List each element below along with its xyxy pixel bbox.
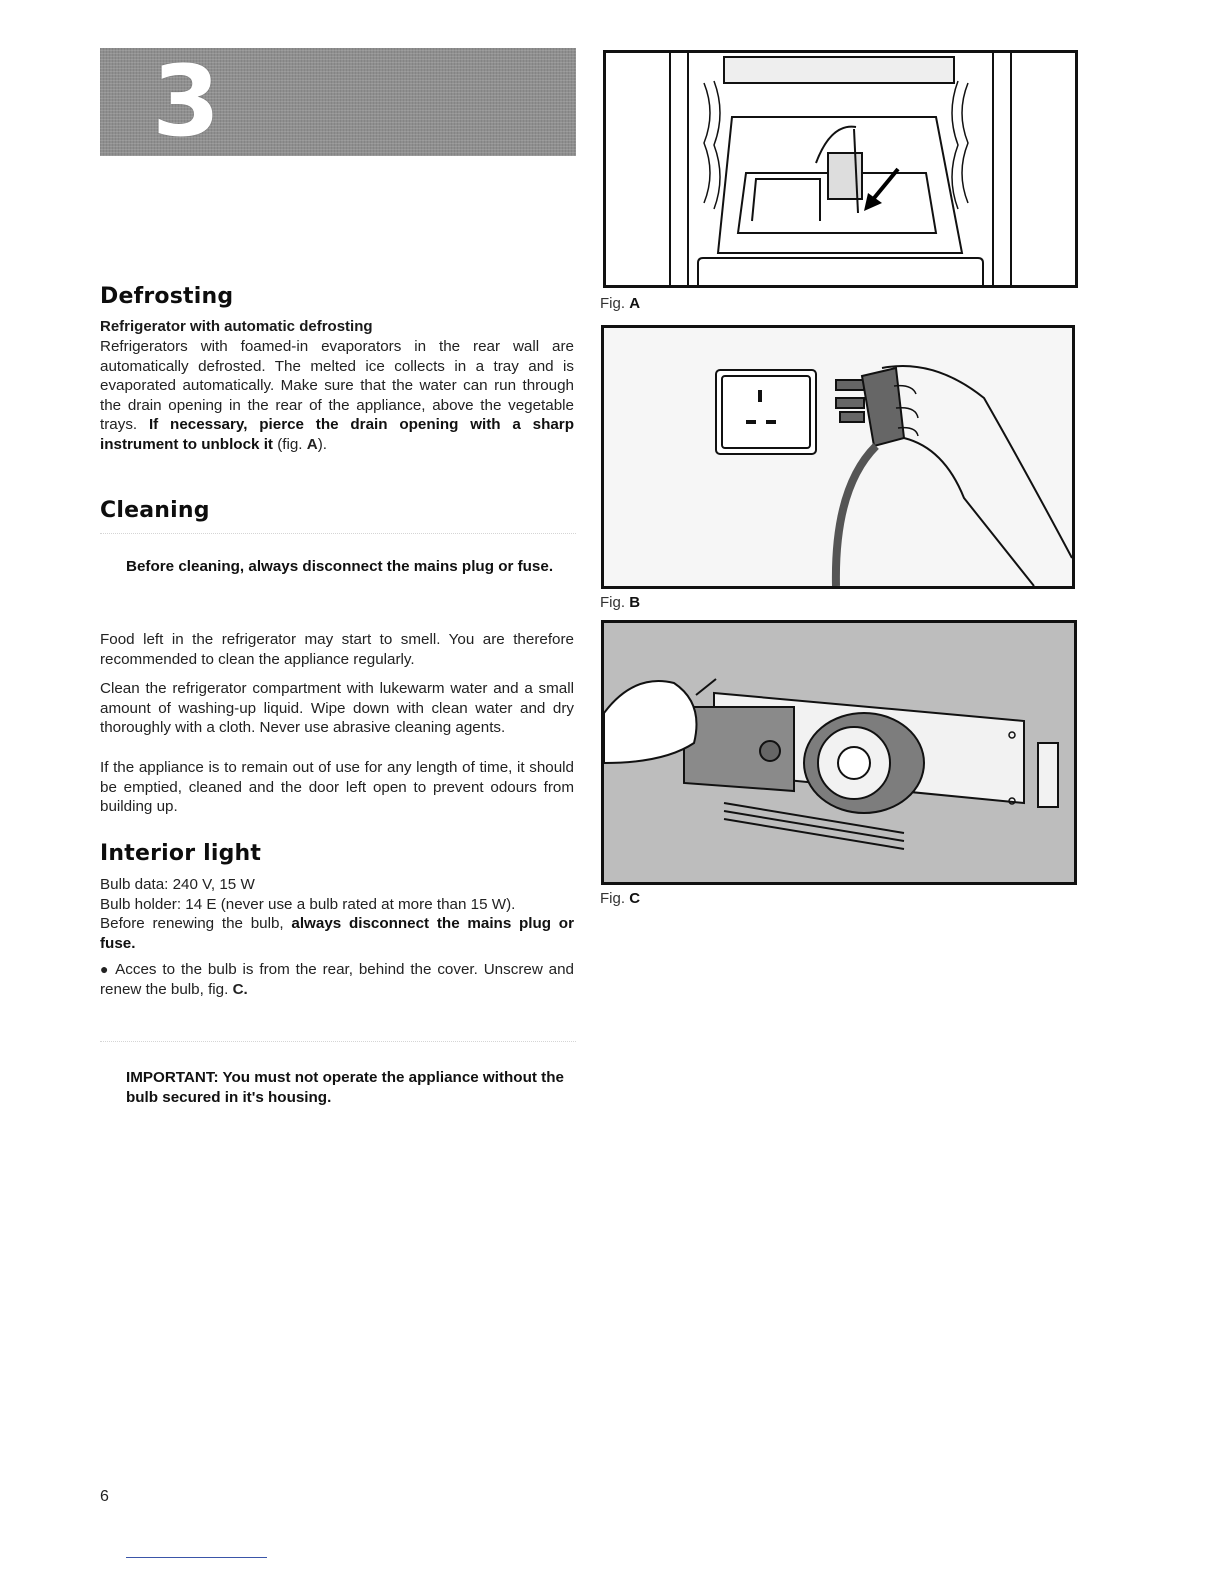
fig-c-prefix: Fig. [600,890,626,907]
defrosting-subheading: Refrigerator with automatic defrosting [100,318,373,335]
cleaning-divider [100,533,576,534]
fig-b-letter: B [629,594,641,611]
fig-b-caption [600,594,640,611]
defrosting-heading: Defrosting [100,284,234,309]
defrosting-ref-post: ). [317,435,327,453]
bulb-holder: Bulb holder: 14 E (never use a bulb rated at more than 15 W). [100,896,516,913]
defrosting-instruction: If necessary, pierce the drain opening with a sharp instrument to unblock it [100,416,574,453]
cleaning-notice: Before cleaning, always disconnect the mains plug or fuse. [126,558,554,575]
cleaning-heading: Cleaning [100,498,210,523]
bulb-data: Bulb data: 240 V, 15 W [100,876,255,893]
figure-b [601,325,1075,589]
access-text: Acces to the bulb is from the rear, behind the cover. Unscrew and renew the bulb, fig. [100,961,575,998]
figure-a-illustration [606,53,1075,285]
important-notice: IMPORTANT: You must not operate the appliance without the bulb secured in it's housing. [126,1069,564,1106]
chapter-number: 3 [152,45,221,159]
defrosting-ref-pre: (fig. [277,435,307,453]
figure-c-illustration [604,623,1074,882]
fig-c-caption [600,890,640,907]
renew-instruction [100,914,574,953]
figure-b-illustration [604,328,1072,586]
fig-a-letter: A [629,295,641,312]
cleaning-para-1: Food left in the refrigerator may start to smell. You are therefore recommended to clean the appliance regularly. [100,631,574,668]
footer-rule [126,1557,267,1558]
renew-bold: always disconnect the mains plug or fuse. [100,915,574,952]
figure-c [601,620,1077,885]
defrosting-ref-letter: A [306,435,318,453]
fig-a-prefix: Fig. [600,295,626,312]
fig-a-caption [600,295,640,312]
cleaning-para-2: Clean the refrigerator compartment with lukewarm water and a small amount of washing-up liquid. Wipe down with clean water and dry thoroughly with a cloth. Never use abrasive cleaning agents. [100,680,574,737]
page-number: 6 [100,1488,109,1505]
access-instruction [100,960,574,999]
interior-light-heading: Interior light [100,841,262,866]
figure-a [603,50,1078,288]
fig-c-letter: C [629,890,641,907]
cleaning-para-3: If the appliance is to remain out of use for any length of time, it should be emptied, cleaned and the door left open to prevent odours from building up. [100,759,574,816]
fig-b-prefix: Fig. [600,594,626,611]
renew-pre: Before renewing the bulb, [100,915,284,932]
defrosting-body-text: Refrigerators with foamed-in evaporators in the rear wall are automatically defrosted. The melted ice collects in a tray and is evaporated automatically. Make sure that the water can run through the drain opening in the rear of the appliance, above the vegetable trays. [100,338,574,434]
access-ref: C. [232,980,248,998]
chapter-banner [100,45,576,159]
bullet-icon: ● [100,961,111,977]
defrosting-body [100,337,574,455]
important-divider [100,1041,576,1042]
